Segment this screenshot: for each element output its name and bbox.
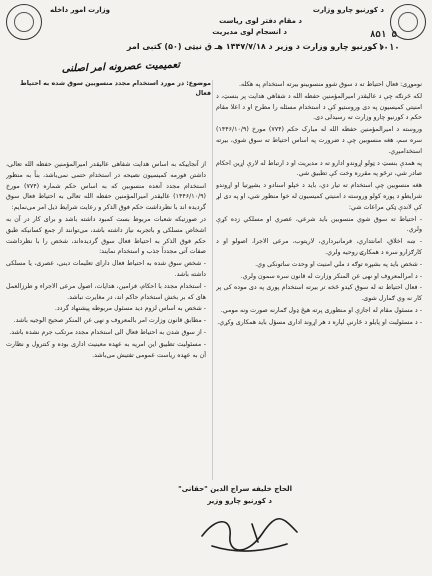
dari-paragraph: - از سوق شدن به احتیاط فعال الی استخدام مجدد مرتکب جرم نشده باشد. — [9, 328, 206, 336]
dari-paragraph: از آنجاییکه به اساس هدایت شفاهی عالیقدر امیرالمؤمنین حفظه الله تعالی، داشتن فورمه کمیسیون نصیحه در استخدام حتمی نمی‌باشد، بناً به منظور استخدام مجدد آنعده منسوبین که به اساس حکم شماره (۷۷۴) مورخ (۱۴۴۶/۱۰/۹) عالیقدر امیرالمؤمنین حفظه الله تعالی به احتیاط فعال سوق گردیده اند با نظرداشت حکم فوق الذکر و رعایت شرایط ذیل امر می‌نمایم: — [6, 161, 206, 212]
pashto-paragraph: نوموړی: فعال احتیاط ته د سوق شوو منسوبینو بیرته استخدام په هکله. — [238, 81, 422, 88]
dari-paragraph: - شخص به اساس لزوم دید مسئول مربوطه پیشنهاد گردد. — [54, 305, 206, 313]
dari-paragraph: - استخدام مجدد با احکام، فرامین، هدایات، اصول مرعی الاجراء و طرزالعمل های که بر بخش استخدام حاکم اند، در مغایرت نباشد. — [6, 282, 206, 301]
pashto-paragraph: وروسته د امیرالمؤمنین حفظه الله له مبارک حکم (۷۷۴) مورخ (۱۴۴۶/۱۰/۹) سره سم، هغه منسوبین چې د ضرورت په اساس احتیاط ته سوق شوي، بیرته استخدامیږي. — [216, 126, 422, 155]
code-bottom: ۱۰۱۰ — [378, 43, 400, 53]
dari-column — [6, 160, 206, 460]
decree-line: د کورنیو چارو وزارت د وزیر د ۱۴۴۷/۷/۱۸ هـ ق نیټی (۵۰) کتبی امر — [126, 42, 384, 51]
header-office-right: د مقام دفتر لوی ریاست — [219, 17, 302, 25]
pashto-paragraph: لکه څرنګه چې د عالیقدر امیرالمؤمنین حفظه الله د شفاهي هدایت پر بنسټ، د امنیتي کمیسیون په دی وروستیو کې د استخدام مسئله را مطرح او د اعلا مقام حکم د کورنیو چارو وزارت ته رسیدلی دی. — [216, 92, 422, 122]
signatory-title: د کورنیو چارو وزیر — [207, 497, 272, 505]
pashto-paragraph: - ښه اخلاق، امانتداري، فرمانبرداري، لاریتوب، مرعی الاجرا، اصولو او د کارګزارو سره د همکارۍ روحیه ولري. — [216, 238, 422, 256]
handwritten-signature-icon — [192, 506, 312, 562]
handwritten-title: تعمیمیت عصرونه امر اصلنی — [61, 59, 181, 75]
signatory-name: الحاج خلیفه سراج الدین "حقانی" — [178, 485, 292, 493]
header-ministry-right: د کورنیو چارو وزارت — [312, 6, 384, 14]
dari-paragraph: - مطابق قانون وزارت امر بالمعروف و نهی عن المنکر صحیح الوجیه باشد. — [13, 317, 206, 325]
pashto-paragraph: هغه منسوبین چې استخدام ته تیار دي، باید د خپلو اسنادو د بشپړتیا او اړوندو شرایطو د پوره کولو وروسته د امنیتي کمیسیون له خوا منظور شي، او په دی لړ کې لاندې ټکي مراعات شي: — [216, 182, 422, 211]
header-ministry-left: وزارت امور داخله — [50, 6, 111, 14]
dari-paragraph: - شخص سوق شده به احتیاط فعال دارای تعلیمات دینی، عصری، یا مسلکی داشته باشد. — [6, 260, 206, 278]
dari-paragraph: در صورتیکه شعبات مربوط بست کمبود داشته باشد و برای کار در آن به اشخاص مسلکی و باتجربه نیاز داشته باشد، می‌توانند از جمع کسانیکه طبق حکم فوق الذکر به احتیاط فعال سوق گردیده‌اند، شخص را با نظرداشت صفات آتی مجدداً جذب و استخدام نمایند: — [6, 215, 206, 256]
dari-paragraph: - مسئولیت تطبیق این امریه به عهده معینیت اداری بوده و کنترول و نظارت آن به عهده ریاست عمومی تفتیش می‌باشد. — [6, 340, 206, 359]
subject-line: موضوع: در مورد استخدام مجدد منسوبین سوق شده به احتیاط فعال — [20, 80, 211, 97]
pashto-paragraph: - د مسئول مقام له اجازې او منظوری پرته هیڅ ډول ګمارنه صورت ونه مومي. — [220, 306, 422, 314]
header-dept-right: د انسجام لوی مدیریت — [212, 28, 287, 36]
column-divider — [212, 80, 213, 480]
pashto-paragraph: - د مسئولیت او پایلو د څارنې لپاره د هر اړوند اداری مسؤل باید همکاری وکړي. — [217, 318, 422, 326]
pashto-paragraph: - د امرالمعروف او نهی عن المنکر وزارت له قانون سره سمون ولري. — [240, 272, 422, 280]
pashto-paragraph: - احتیاط ته سوق شوي منسوبین باید شرعي، عصري او مسلکي زده کړې ولري. — [216, 215, 422, 234]
pashto-column — [216, 80, 422, 475]
pashto-paragraph: په همدې بنسټ د ټولو اړوندو ادارو ته د مدیریت او د ارتباط له لارې اړین احکام صادر شي، ترڅو په مقرره وخت کې تطبیق شي. — [216, 159, 422, 178]
left-emblem-icon — [6, 4, 42, 40]
pashto-paragraph: - شخص باید په بشپړه توګه د ملي امنیت او وحدت ساتونکی وي. — [255, 260, 422, 268]
pashto-paragraph: - فعال احتیاط ته له سوق کیدو څخه تر بیرته استخدام پوری په دی موده کی پر کار نه وي ګمارل شوی. — [216, 284, 422, 303]
code-top: ۸۵۱ ۵ — [370, 30, 398, 40]
